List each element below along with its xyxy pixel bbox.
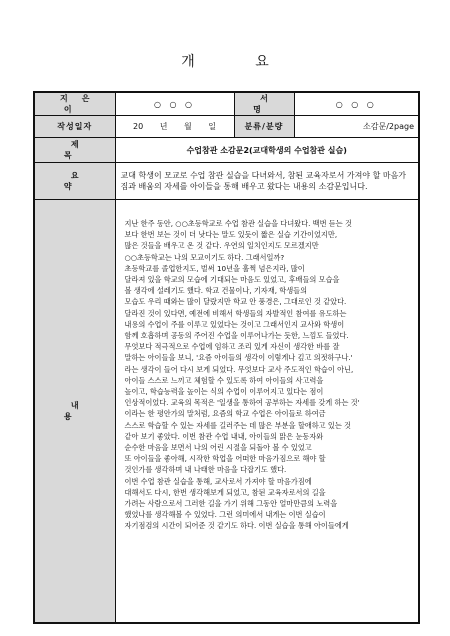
content-line: 내용의 수업이 주를 이루고 있었다는 것이고 그래서인지 교사와 학생이	[124, 319, 345, 329]
subject-value: 수업참관 소감문2(교대학생의 수업참관 실습)	[115, 138, 419, 163]
content-line: 인상적이었다. 교육의 목적은 '일생을 통하여 공부하는 자세를 갖게 하는 것'	[124, 398, 360, 408]
summary-label: 요 약	[34, 163, 115, 200]
doc-title-value: ○ ○ ○	[294, 92, 419, 116]
content-line: 달라진 것이 있다면, 예전에 비해서 학생들의 자발적인 참여를 유도하는	[124, 308, 347, 318]
content-line: 했었나를 생각해볼 수 있었다. 그런 의미에서 내게는 이번 실습이	[124, 510, 326, 520]
content-line: 많은 것들을 배우고 온 것 같다. 우연의 일치인지도 모르겠지만	[124, 241, 319, 251]
doc-title-label: 서 명	[234, 92, 294, 116]
date-label: 작성일자	[34, 116, 115, 138]
content-line: 지난 한주 동안, ○○초등학교로 수업 참관 실습을 다녀왔다. 백번 듣는 것	[124, 219, 352, 228]
content-line: 무엇보다 적극적으로 수업에 임하고 조리 있게 자신이 생각한 바를 잘	[124, 342, 340, 352]
category-value: 소감문/2page	[294, 116, 419, 138]
content-line: 모습도 우리 때와는 많이 달랐지만 학교 안 풍경은, 그대로인 것 같았다.	[124, 297, 347, 307]
content-line: 스스로 학습할 수 있는 자세를 길러주는 데 많은 부분을 할애하고 있는 것	[124, 420, 351, 430]
content-line: 아이들 스스로 느끼고 체험할 수 있도록 하여 아이들의 사고력을	[124, 375, 324, 385]
content-line: 높이고, 학습능력을 높이는 식의 수업이 이루어지고 있다는 점이	[124, 387, 324, 397]
content-line: 순수한 마음을 보면서 나의 어린 시절을 되돌아 볼 수 있었고	[124, 443, 312, 453]
content-line: 말하는 아이들을 보니, '요즘 아이들의 생각이 이렇게나 깊고 의젓하구나.'	[124, 353, 353, 363]
content-line: 달라져 있을 학교의 모습에 기대되는 마음도 있었고, 후배들의 모습을	[124, 275, 340, 285]
content-line: 또 아이들을 좋아해, 시작한 학업을 어떠한 마음가짐으로 해야 할	[124, 454, 326, 464]
summary-value: 교대 학생이 모교로 수업 참관 실습을 다녀와서, 참된 교육자로서 가져야 할 마음가짐과 배움의 자세를 아이들을 통해 배우고 왔다는 내용의 소감문입니다.	[115, 163, 419, 200]
date-value: 20 년 월 일	[115, 116, 234, 138]
subject-label: 제 목	[34, 138, 115, 163]
content-line: 이라는 한 평안가의 말처럼, 요즘의 학교 수업은 아이들로 하여금	[124, 409, 326, 419]
content-line: 라는 생각이 들어 다시 보게 되었다. 무엇보다 교사 주도적인 학습이 아닌,	[124, 364, 354, 374]
content-line: 이번 수업 참관 실습을 통해, 교사로서 가져야 할 마음가짐에	[124, 476, 312, 486]
content-lines	[125, 218, 415, 532]
content-line: ○○초등학교는 나의 모교이기도 하다. 그래서일까?	[124, 252, 285, 262]
content-line: 자기점검의 시간이 되어준 것 같기도 하다. 이번 실습을 통해 아이들에게	[124, 521, 349, 531]
author-label: 지은이	[34, 92, 115, 116]
content-line: 함께 호흡하며 공동의 주어진 수업을 이루어나가는 듯한, 느낌도 들었다.	[124, 331, 349, 341]
content-line: 초등학교를 졸업한지도, 벌써 10년을 훌쩍 넘은지라, 많이	[124, 263, 305, 273]
category-label: 분류/분량	[234, 116, 294, 138]
content-body	[115, 200, 419, 623]
content-line: 같아 보기 좋았다. 이번 참관 수업 내내, 아이들의 맑은 눈동자와	[124, 431, 324, 441]
content-line: 볼 생각에 설레기도 했다. 학교 건물이나, 기자재, 학생들의	[124, 286, 308, 296]
content-label: 내 용	[34, 200, 115, 623]
author-value: ○ ○ ○	[115, 92, 234, 116]
content-line: 가려는 사람으로서 그러한 길을 가기 위해 그동안 얼마만큼의 노력을	[124, 499, 338, 509]
page-title: 개 요	[181, 54, 297, 70]
content-line: 보다 한번 보는 것이 더 낫다는 말도 있듯이 짧은 실습 기간이었지만,	[124, 230, 338, 240]
content-line: 대해서도 다시, 한번 생각해보게 되었고, 참된 교육자로서의 길을	[124, 487, 326, 497]
content-line: 것인가를 생각하며 내 나태한 마음을 다잡기도 했다.	[124, 465, 287, 475]
overview-form	[33, 91, 420, 624]
